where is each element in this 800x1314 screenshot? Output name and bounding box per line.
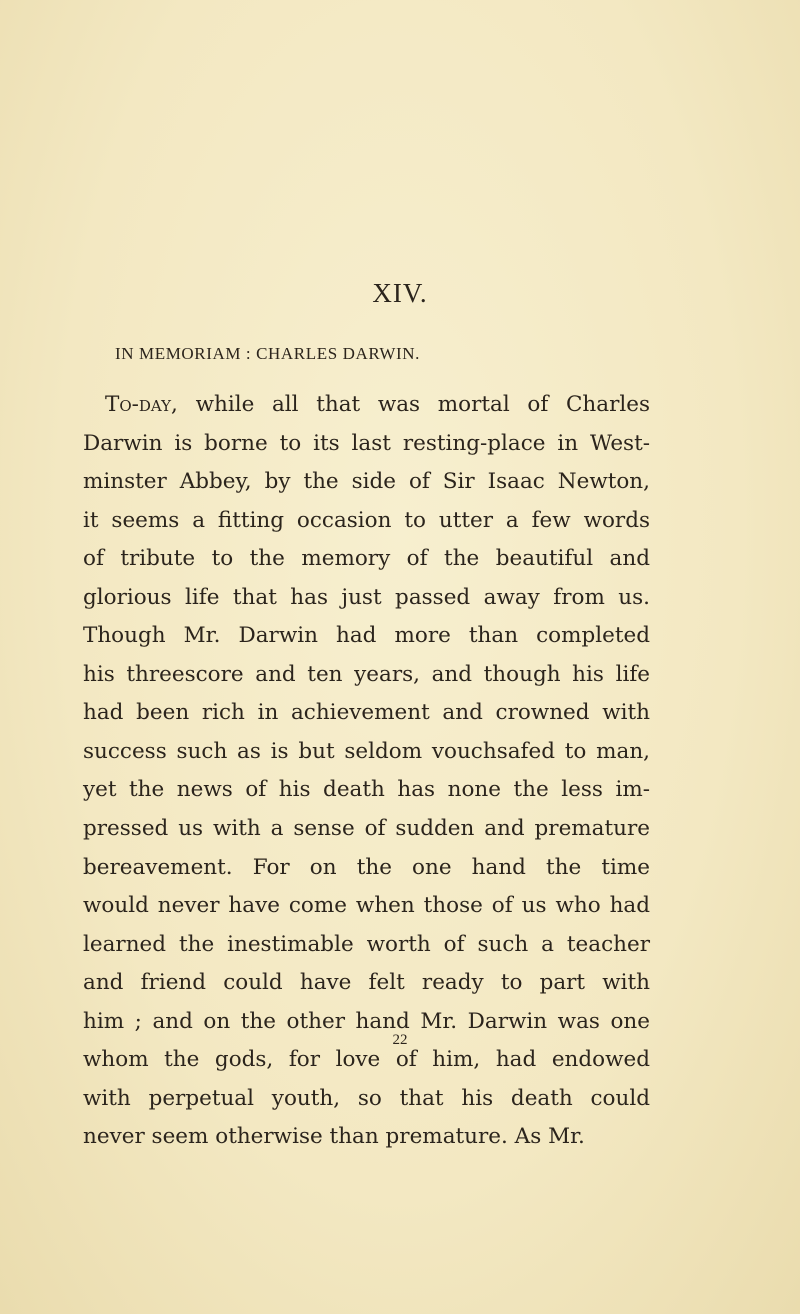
text-line: success such as is but seldom vouchsafed to man, [83,738,650,764]
text-line: had been rich in achievement and crowned with [83,700,650,726]
text-line: with perpetual youth, so that his death could [83,1085,650,1111]
text-line: his threescore and ten years, and though his life [83,661,650,687]
text-line: Darwin is borne to its last resting-place in West- [83,430,650,456]
text-line: yet the news of his death has none the less im- [83,777,650,803]
text-line: it seems a fitting occasion to utter a few words [83,507,650,533]
text-line: learned the inestimable worth of such a teacher [83,931,650,957]
chapter-number: XIV. [372,278,428,308]
text-line: Though Mr. Darwin had more than completed [83,623,650,649]
text-line: of tribute to the memory of the beautiful and [83,546,650,572]
text-line: and friend could have felt ready to part with [83,970,650,996]
text-line: him ; and on the other hand Mr. Darwin was one [83,1008,650,1034]
page-number: 22 [392,1032,408,1048]
text-line: glorious life that has just passed away from us. [83,584,650,610]
chapter-title: IN MEMORIAM : CHARLES DARWIN. [115,344,420,363]
text-line: would never have come when those of us who had [83,893,650,919]
opening-word: To-day, [105,392,178,417]
text-line: never seem otherwise than premature. As Mr. [83,1124,585,1150]
text-line [83,386,650,425]
text-line: whom the gods, for love of him, had endowed [83,1047,650,1073]
text-line-rest: while all that was mortal of Charles [177,392,650,417]
text-line: pressed us with a sense of sudden and premature [83,816,650,842]
text-line: minster Abbey, by the side of Sir Isaac Newton, [83,469,650,495]
text-line: bereavement. For on the one hand the time [83,854,650,880]
